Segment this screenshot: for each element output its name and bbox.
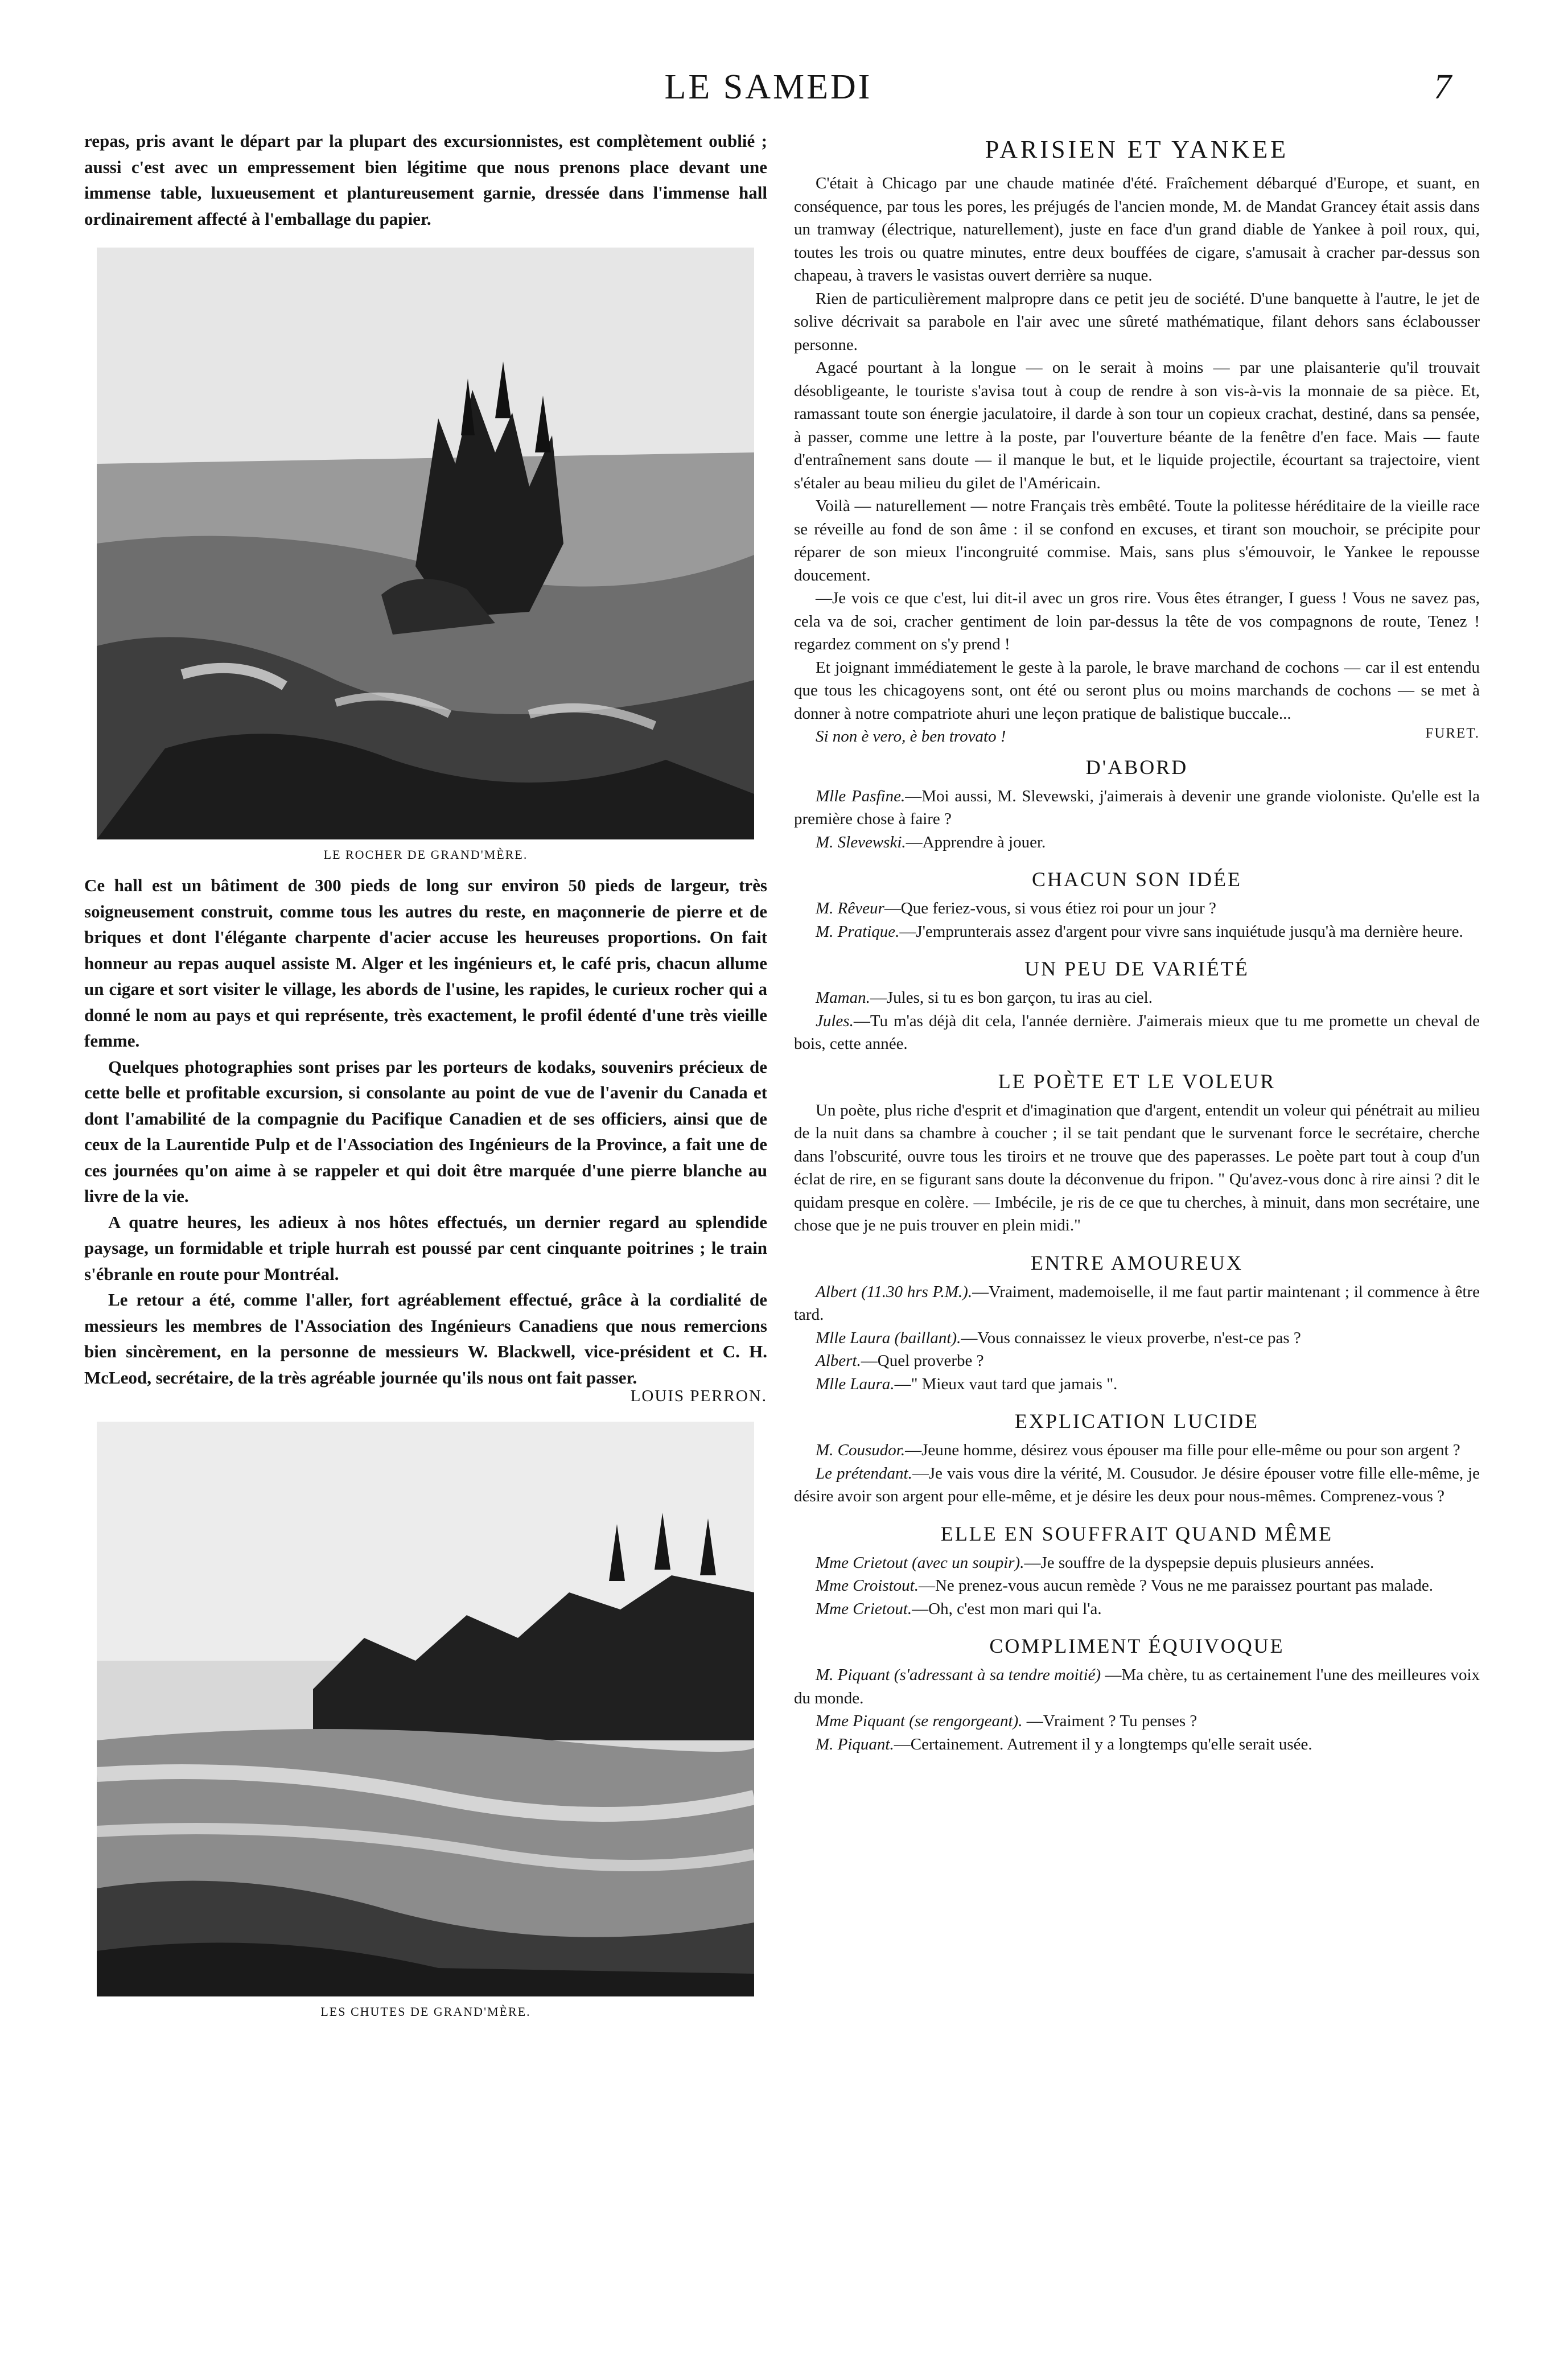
dialogue-line xyxy=(794,1551,1480,1575)
rocher-illustration xyxy=(97,248,754,839)
speaker-name: Albert (11.30 hrs P.M.). xyxy=(816,1282,973,1301)
dialogue-line xyxy=(794,1373,1480,1396)
dialogue-text: —Quel proverbe ? xyxy=(861,1352,984,1370)
page-number: 7 xyxy=(1434,68,1451,106)
speaker-name: M. Piquant. xyxy=(816,1735,894,1753)
speaker-name: Le prétendant. xyxy=(816,1464,912,1483)
dialogue-line xyxy=(794,1281,1480,1327)
anecdote-title: UN PEU DE VARIÉTÉ xyxy=(1024,957,1249,980)
story-paragraph-5: —Je vois ce que c'est, lui dit-il avec un gros rire. Vous êtes étranger, I guess ! Vous ne savez pas, cela va de soi, cracher gentiment de loin par-dessus la tête de vos compagnons de route, Tenez ! regardez comment on s'y prend ! xyxy=(794,589,1480,653)
speaker-name: Mme Crietout. xyxy=(816,1599,912,1618)
anecdote-title: LE POÈTE ET LE VOLEUR xyxy=(998,1069,1276,1093)
dialogue-line xyxy=(794,1574,1480,1598)
speaker-name: Mme Croistout. xyxy=(816,1576,919,1595)
dialogue-text: —Certainement. Autrement il y a longtemps qu'elle serait usée. xyxy=(894,1735,1312,1753)
speaker-name: Albert. xyxy=(816,1352,861,1370)
story-paragraph-4: Voilà — naturellement — notre Français très embêté. Toute la politesse héréditaire de la vieille race se réveille au fond de son âme : il se confond en excuses, et tirant son mouchoir, se précipite pour réparer de son mieux l'incongruité commise. Mais, sans plus s'émouvoir, le Yankee le repousse doucement. xyxy=(794,497,1480,584)
body-paragraph-4: Le retour a été, comme l'aller, fort agréablement effectué, grâce à la cordialité de messieurs les membres de l'Association des Ingénieurs Canadiens que nous remercions bien sincèrement, en la personne de messieurs W. Blackwell, vice-président et C. H. McLeod, secrétaire, de la très agréable journée qu'ils nous ont fait passer. xyxy=(84,1290,767,1388)
photo-chutes-block xyxy=(84,1422,767,2019)
masthead xyxy=(85,67,1451,130)
dialogue-text: —Je vais vous dire la vérité, M. Cousudor. Je désire épouser votre fille elle-même, je désire avoir son argent pour elle-même, et je désire les deux pour nous-mêmes. Comprenez-vous ? xyxy=(794,1464,1480,1505)
dialogue-line xyxy=(794,785,1480,831)
chutes-illustration xyxy=(97,1422,754,1996)
speaker-name: M. Slevewski. xyxy=(816,833,906,851)
dialogue-text: —Vous connaissez le vieux proverbe, n'est-ce pas ? xyxy=(961,1328,1301,1347)
dialogue-text: —Moi aussi, M. Slevewski, j'aimerais à devenir une grande violoniste. Qu'elle est la première chose à faire ? xyxy=(794,787,1480,828)
body-paragraph-1: Ce hall est un bâtiment de 300 pieds de long sur environ 50 pieds de largeur, très soigneusement construit, comme tous les autres du reste, en maçonnerie de pierre et de briques et dont l'élégante charpente d'acier accuse les heureuses proportions. On fait honneur au repas auquel assiste M. Alger et les ingénieurs et, le café pris, chacun allume un cigare et sort visiter le village, les abords de l'usine, les rapides, le curieux rocher qui a donné le nom au pays et qui représente, très exactement, le profil édenté d'une très vieille femme. xyxy=(84,875,767,1051)
speaker-name: Mlle Laura (baillant). xyxy=(816,1328,961,1347)
chutes-photo xyxy=(97,1422,754,1996)
dialogue-text: —J'emprunterais assez d'argent pour vivre sans inquiétude jusqu'à ma dernière heure. xyxy=(899,922,1463,941)
dialogue-line xyxy=(794,1462,1480,1508)
anecdote-title: ENTRE AMOUREUX xyxy=(1031,1251,1243,1274)
speaker-name: M. Rêveur xyxy=(816,899,884,917)
dialogue-line xyxy=(794,1439,1480,1462)
anecdote-title: D'ABORD xyxy=(1085,755,1188,779)
anecdote-title: ELLE EN SOUFFRAIT QUAND MÊME xyxy=(940,1522,1334,1545)
dialogue-line xyxy=(794,1099,1480,1237)
speaker-name: M. Cousudor. xyxy=(816,1441,906,1459)
dialogue-line xyxy=(794,1710,1480,1733)
left-column xyxy=(84,128,767,2029)
speaker-name: M. Piquant (s'adressant à sa tendre moitié) xyxy=(816,1666,1101,1684)
speaker-name: Maman. xyxy=(816,989,870,1007)
story-paragraph-3: Agacé pourtant à la longue — on le serait à moins — par une plaisanterie qu'il trouvait désobligeante, le touriste s'avisa tout à coup de rendre à son vis-à-vis la monnaie de sa pièce. Et, ramassant toute son énergie jaculatoire, il darde à son tour un copieux crachat, destiné, dans sa pensée, à passer, comme une lettre à la poste, par l'ouverture béante de la fenêtre d'en face. Mais — faute d'entraînement sans doute — il manque le but, et le liquide projectile, écourtant sa trajectoire, vient s'étaler au beau milieu du gilet de l'Américain. xyxy=(794,359,1480,492)
dialogue-text: —Ne prenez-vous aucun remède ? Vous ne me paraissez pourtant pas malade. xyxy=(918,1576,1434,1595)
anecdote-body xyxy=(794,1664,1480,1756)
dialogue-text: —Ma chère, tu as certainement l'une des meilleures voix du monde. xyxy=(794,1666,1480,1707)
anecdote-title: CHACUN SON IDÉE xyxy=(1032,868,1242,891)
chutes-caption: LES CHUTES DE GRAND'MÈRE. xyxy=(320,2004,531,2019)
author-signature: LOUIS PERRON. xyxy=(630,1387,767,1405)
dialogue-text: —Oh, c'est mon mari qui l'a. xyxy=(912,1599,1102,1618)
dialogue-line xyxy=(794,1664,1480,1710)
dialogue-text: —Apprendre à jouer. xyxy=(906,833,1046,851)
anecdote-body xyxy=(794,785,1480,854)
dialogue-text: —Tu m'as déjà dit cela, l'année dernière. J'aimerais mieux que tu me promette un cheval de bois, cette année. xyxy=(794,1011,1480,1053)
speaker-name: Mme Piquant (se rengorgeant). xyxy=(816,1712,1023,1730)
dialogue-text: —Vraiment, mademoiselle, il me faut partir maintenant ; il commence à être tard. xyxy=(794,1282,1480,1324)
story-title: PARISIEN ET YANKEE xyxy=(985,135,1289,163)
anecdote-body xyxy=(794,1099,1480,1237)
dialogue-text: —" Mieux vaut tard que jamais ". xyxy=(894,1374,1118,1393)
story-paragraph-1: C'était à Chicago par une chaude matinée d'été. Fraîchement débarqué d'Europe, et suant, en conséquence, par tous les pores, les préjugés de l'ancien monde, M. de Mandat Grancey était assis dans un tramway (électrique, naturellement), juste en face d'un grand diable de Yankee à poil roux, qui, toutes les trois ou quatre minutes, entre deux bouffées de cigare, s'amusait à cracher par-dessus son chapeau, à travers le vasistas ouvert derrière sa nuque. xyxy=(794,174,1480,285)
dialogue-text: Un poète, plus riche d'esprit et d'imagination que d'argent, entendit un voleur qui pénétrait au milieu de la nuit dans sa chambre à coucher ; il se tait pendant que le survenant force le secrétaire, cherche dans l'obscurité, ouvre tous les tiroirs et ne trouve que des paperasses. Le poète part tout à coup d'un éclat de rire, en se figurant sans doute la déconvenue du fripon. " Qu'avez-vous donc à rire ainsi ? dit le quidam presque en colère. — Imbécile, je ris de ce que tu cherches, à minuit, dans mon secrétaire, une chose que je ne puis trouver en plein midi." xyxy=(794,1101,1480,1234)
rocher-caption: LE ROCHER DE GRAND'MÈRE. xyxy=(323,847,528,862)
speaker-name: Mme Crietout (avec un soupir). xyxy=(816,1553,1024,1572)
anecdote-body xyxy=(794,1281,1480,1396)
dialogue-line xyxy=(794,986,1480,1010)
speaker-name: Jules. xyxy=(816,1011,854,1030)
dialogue-text: —Jeune homme, désirez vous épouser ma fille pour elle-même ou pour son argent ? xyxy=(905,1441,1460,1459)
anecdote-body xyxy=(794,986,1480,1056)
body-paragraph-2: Quelques photographies sont prises par les porteurs de kodaks, souvenirs précieux de cette belle et profitable excursion, si consolante au point de vue de l'avenir du Canada et dont l'amabilité de la compagnie du Pacifique Canadien et de ses officiers, ainsi que de ceux de la Laurentide Pulp et de l'Association des Ingénieurs de la Province, a fait une de ces journées qu'on aime à se rappeler et qui doit être marquée d'une pierre blanche au livre de la vie. xyxy=(84,1056,767,1206)
anecdote-sections xyxy=(794,755,1480,1756)
anecdote-body xyxy=(794,897,1480,943)
anecdote-body xyxy=(794,1551,1480,1621)
intro-paragraph: repas, pris avant le départ par la plupart des excursionnistes, est complètement oublié ; aussi c'est avec un empressement bien légitime que nous prenons place devant une immense table, luxueusement et plantureusement garnie, dressée dans l'immense hall ordinairement affecté à l'emballage du papier. xyxy=(84,131,767,229)
photo-rocher-block xyxy=(84,248,767,862)
story-paragraph-2: Rien de particulièrement malpropre dans ce petit jeu de société. D'une banquette à l'autre, le jet de solive décrivait sa parabole en l'air avec une sûreté mathématique, filant dehors sans éclabousser personne. xyxy=(794,289,1480,354)
body-paragraph-3: A quatre heures, les adieux à nos hôtes effectués, un dernier regard au splendide paysage, un formidable et triple hurrah est poussé par cent cinquante poitrines ; le train s'ébranle en route pour Montréal. xyxy=(84,1212,767,1284)
speaker-name: M. Pratique. xyxy=(816,922,900,941)
story-signature: FURET. xyxy=(1425,725,1480,741)
story-paragraph-6: Et joignant immédiatement le geste à la parole, le brave marchand de cochons — car il est entendu que tous les chicagoyens sont, ont été ou seront plus ou moins marchands de cochons — se met à donner à notre compatriote ahuri une leçon pratique de balistique buccale... xyxy=(794,658,1480,723)
dialogue-line xyxy=(794,1733,1480,1756)
dialogue-line xyxy=(794,1349,1480,1373)
dialogue-line xyxy=(794,1598,1480,1621)
speaker-name: Mlle Laura. xyxy=(816,1374,895,1393)
dialogue-line xyxy=(794,920,1480,944)
rocher-photo xyxy=(97,248,754,839)
dialogue-text: —Jules, si tu es bon garçon, tu iras au ciel. xyxy=(870,989,1153,1007)
anecdote-body xyxy=(794,1439,1480,1508)
anecdote-title: COMPLIMENT ÉQUIVOQUE xyxy=(989,1635,1285,1657)
dialogue-text: —Vraiment ? Tu penses ? xyxy=(1022,1712,1197,1730)
publication-title: LE SAMEDI xyxy=(664,68,873,106)
anecdote-title: EXPLICATION LUCIDE xyxy=(1015,1410,1259,1432)
dialogue-line xyxy=(794,831,1480,854)
dialogue-line xyxy=(794,1327,1480,1350)
dialogue-line xyxy=(794,1010,1480,1056)
dialogue-line xyxy=(794,897,1480,920)
dialogue-text: —Que feriez-vous, si vous étiez roi pour un jour ? xyxy=(884,899,1216,917)
story-motto: Si non è vero, è ben trovato ! xyxy=(816,727,1006,746)
speaker-name: Mlle Pasfine. xyxy=(816,787,906,805)
dialogue-text: —Je souffre de la dyspepsie depuis plusieurs années. xyxy=(1024,1553,1374,1572)
right-column xyxy=(794,128,1480,1756)
